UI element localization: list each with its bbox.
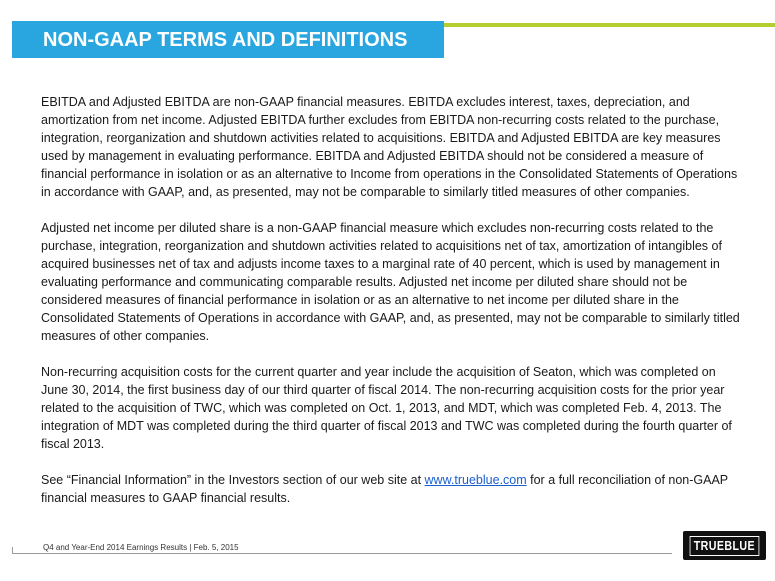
paragraph-text-before-link: See “Financial Information” in the Investors section of our web site at (41, 473, 425, 487)
footer-divider (12, 553, 672, 554)
paragraph-text-after-link: for a full reconciliation of non-GAAP financial measures to GAAP financial results. (41, 473, 728, 505)
trueblue-logo (683, 531, 766, 560)
paragraph-adjusted-net-income: Adjusted net income per diluted share is a non-GAAP financial measure which excludes non-recurring costs related to the purchase, integration, reorganization and shutdown activities related to acquisitions net of tax, amortization of intangibles of acquired businesses net of tax and adjusts income taxes to a marginal rate of 40 percent, which is used by management in evaluating performance and communicating comparable results. Adjusted net income per diluted share should not be considered measures of financial performance in isolation or as an alternative to net income per diluted share in the Consolidated Statements of Operations in accordance with GAAP, and, as presented, may not be comparable to similarly titled measures of other companies. (41, 221, 740, 343)
title-accent-line (444, 23, 775, 27)
trueblue-website-link[interactable]: www.trueblue.com (424, 473, 527, 487)
paragraph-acquisition-costs: Non-recurring acquisition costs for the current quarter and year include the acquisition of Seaton, which was completed on June 30, 2014, the first business day of our third quarter of fiscal 2014. The non-recurring acquisition costs for the prior year related to the acquisition of TWC, which was completed on Oct. 1, 2013, and MDT, which was completed Feb. 4, 2013. The integration of MDT was completed during the third quarter of fiscal 2013 and TWC was completed during the fourth quarter of fiscal 2013. (41, 365, 732, 451)
footer-caption: Q4 and Year-End 2014 Earnings Results | Feb. 5, 2015 (43, 543, 239, 552)
paragraph-ebitda: EBITDA and Adjusted EBITDA are non-GAAP financial measures. EBITDA excludes interest, taxes, depreciation, and amortization from net income. Adjusted EBITDA further excludes from EBITDA non-recurring costs related to the purchase, integration, reorganization and shutdown activities related to acquisitions. EBITDA and Adjusted EBITDA are key measures used by management in evaluating performance. EBITDA and Adjusted EBITDA should not be considered a measure of financial performance in isolation or as an alternative to Income from operations in the Consolidated Statements of Operations in accordance with GAAP, and, as presented, may not be comparable to similarly titled measures of other companies. (41, 95, 738, 199)
page-title: NON-GAAP TERMS AND DEFINITIONS (43, 29, 408, 51)
trueblue-logo-text: TRUEBLUE (690, 536, 760, 556)
body-text (41, 93, 741, 525)
paragraph-financial-information (41, 471, 741, 507)
